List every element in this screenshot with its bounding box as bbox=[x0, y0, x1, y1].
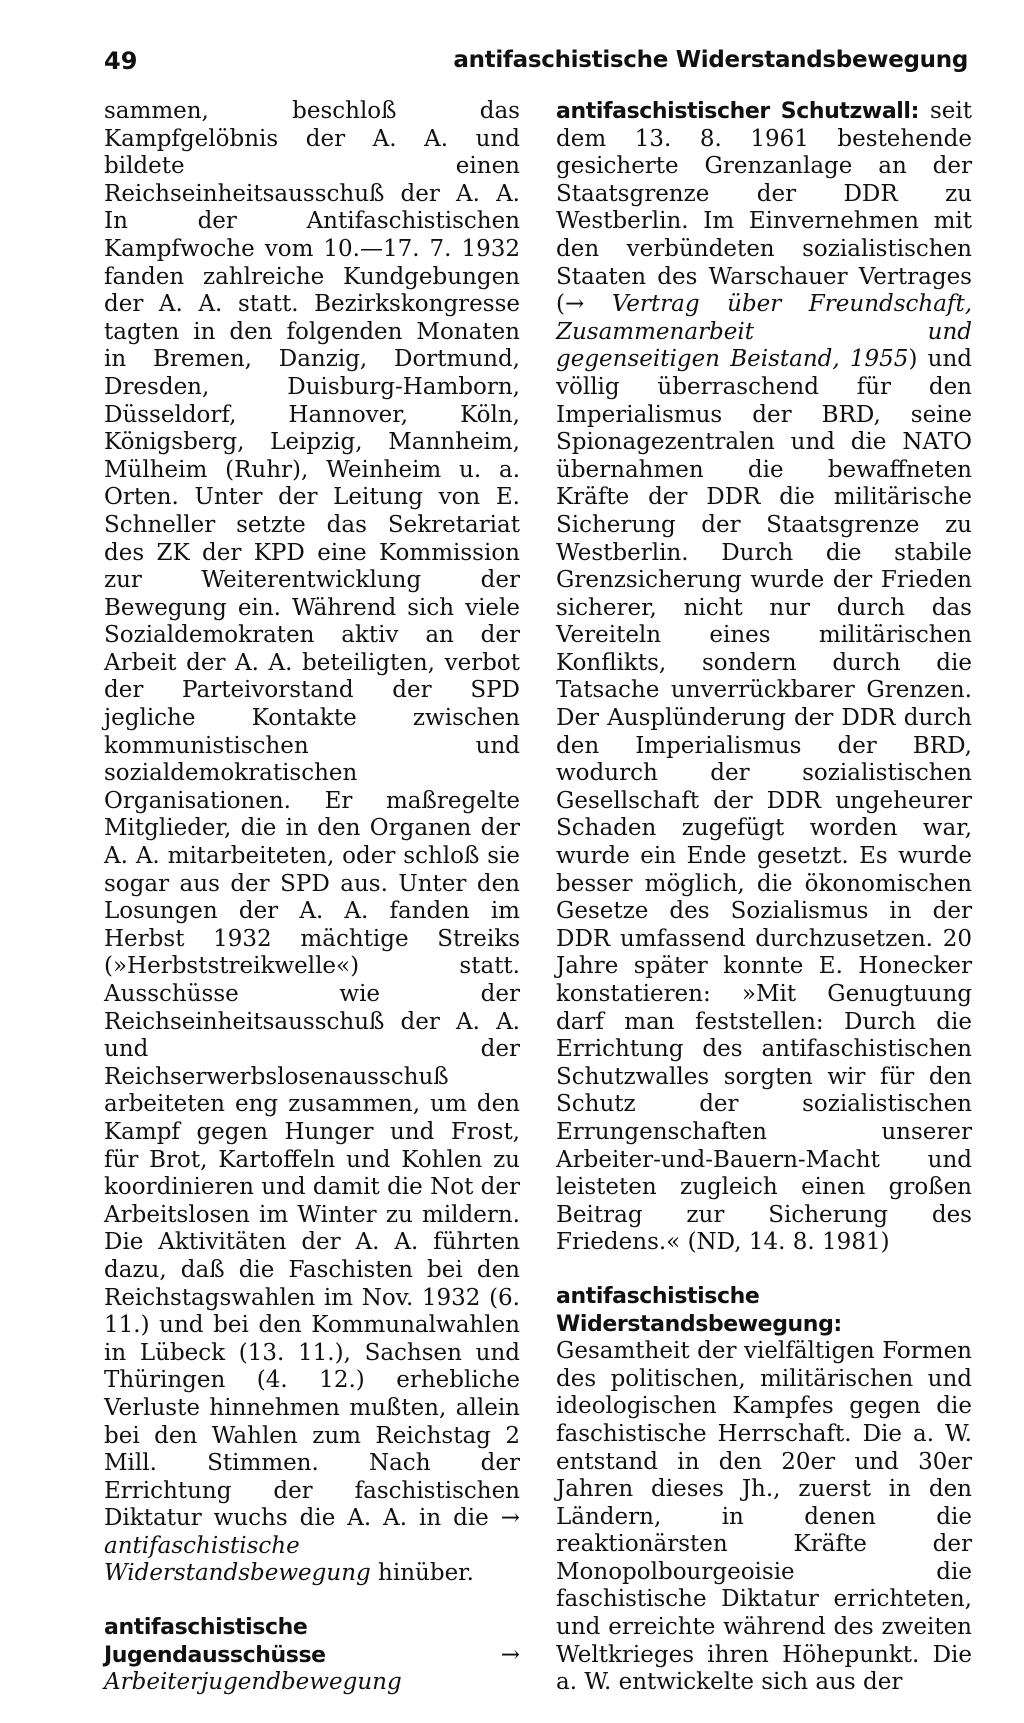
entry-headword: antifaschistischer Schutzwall: bbox=[556, 99, 919, 124]
page-header bbox=[86, 47, 968, 87]
entry-body bbox=[104, 1614, 520, 1697]
cross-reference-arrow: → bbox=[564, 291, 585, 318]
entry-headword: antifaschistische Jugendausschüsse bbox=[104, 1615, 326, 1668]
entry-text: seit dem 13. 8. 1961 bestehende gesicherte Grenzanlage an der Staatsgrenze der DDR zu Westberlin. Im Einvernehmen mit den verbündeten sozialistischen Staaten des Warschauer Vertrages ( bbox=[556, 98, 972, 318]
page-number: 49 bbox=[104, 47, 138, 75]
entry-text: Gesamtheit der vielfältigen Formen des politischen, militärischen und ideologischen Kampfes gegen die faschistische Herrschaft. Die a. W. entstand in den 20er und 30er Jahren dieses Jh., zuerst in den Ländern, in denen die reaktionärsten Kräfte der Monopolbourgeoisie die faschistische Diktatur errichteten, und erreichte während des zweiten Weltkrieges ihren Höhepunkt. Die a. W. entwickelte sich aus der bbox=[556, 1338, 972, 1696]
entry-text-tail: hinüber. bbox=[378, 1560, 474, 1587]
cross-reference: antifaschistische Widerstandsbewegung bbox=[104, 1532, 371, 1587]
entry-body bbox=[104, 98, 520, 1588]
cross-reference-arrow: → bbox=[500, 1641, 520, 1668]
cross-reference: Vertrag über Freundschaft, Zusammenarbeit und gegenseitigen Beistand, 1955 bbox=[556, 291, 973, 373]
entry-headword: antifaschistische Widerstandsbewegung: bbox=[556, 1283, 842, 1337]
running-head: antifaschistische Widerstandsbewegung bbox=[453, 47, 968, 73]
right-column bbox=[556, 98, 972, 1723]
entry-text: sammen, beschloß das Kampfgelöbnis der A. A. und bildete einen Reichseinheitsausschuß der A. A. In der Antifaschistischen Kampfwoche vom 10.—17. 7. 1932 fanden zahlreiche Kundgebungen der A. A. statt. Bezirkskongresse tagten in den folgenden Monaten in Bremen, Danzig, Dortmund, Dresden, Duisburg-Hamborn, Düsseldorf, Hannover, Köln, Königsberg, Leipzig, Mannheim, Mülheim (Ruhr), Weinheim u. a. Orten. Unter der Leitung von E. Schneller setzte das Sekretariat des ZK der KPD eine Kommission zur Weiterentwicklung der Bewegung ein. Während sich viele Sozialdemokraten aktiv an der Arbeit der A. A. beteiligten, verbot der Parteivorstand der SPD jegliche Kontakte zwischen kommunistischen und sozialdemokratischen Organisationen. Er maßregelte Mitglieder, die in den Organen der A. A. mitarbeiteten, oder schloß sie sogar aus der SPD aus. Unter den Losungen der A. A. fanden im Herbst 1932 mächtige Streiks (»Herbststreikwelle«) statt. Ausschüsse wie der Reichseinheitsausschuß der A. A. und der Reichserwerbslosenausschuß arbeiteten eng zusammen, um den Kampf gegen Hunger und Frost, für Brot, Kartoffeln und Kohlen zu koordinieren und damit die Not der Arbeitslosen im Winter zu mildern. Die Aktivitäten der A. A. führten dazu, daß die Faschisten bei den Reichstagswahlen im Nov. 1932 (6. 11.) und bei den Kommunalwahlen in Lübeck (13. 11.), Sachsen und Thüringen (4. 12.) erhebliche Verluste hinnehmen mußten, allein bei den Wahlen zum Reichstag 2 Mill. Stimmen. Nach der Errichtung der faschistischen Diktatur wuchs die A. A. in die bbox=[104, 98, 520, 1532]
entry-text-continued: ) und völlig überraschend für den Imperialismus der BRD, seine Spionagezentralen und die NATO übernahmen die bewaffneten Kräfte der DDR die militärische Sicherung der Staatsgrenze zu Westberlin. Durch die stabile Grenzsicherung wurde der Frieden sicherer, nicht nur durch das Vereiteln eines militärischen Konflikts, sondern durch die Tatsache unverrückbarer Grenzen. Der Ausplünderung der DDR durch den Imperialismus der BRD, wodurch der sozialistischen Gesellschaft der DDR ungeheurer Schaden zugefügt worden war, wurde ein Ende gesetzt. Es wurde besser möglich, die ökonomischen Gesetze des Sozialismus in der DDR umfassend durchzusetzen. 20 Jahre später konnte E. Honecker konstatieren: »Mit Genugtuung darf man feststellen: Durch die Errichtung des antifaschistischen Schutzwalles sorgten wir für den Schutz der sozialistischen Errungenschaften unserer Arbeiter-und-Bauern-Macht und leisteten zugleich einen großen Beitrag zur Sicherung des Friedens.« (ND, 14. 8. 1981) bbox=[556, 346, 972, 1256]
cross-reference-arrow: → bbox=[500, 1505, 521, 1532]
cross-reference: Arbeiterjugendbewegung bbox=[104, 1669, 402, 1696]
entry-jugendausschuesse bbox=[104, 1614, 520, 1697]
left-column bbox=[104, 98, 520, 1723]
entry-continuation bbox=[104, 98, 520, 1588]
entry-body bbox=[556, 98, 972, 1257]
entry-widerstandsbewegung bbox=[556, 1283, 972, 1697]
entry-body bbox=[556, 1283, 972, 1697]
entry-schutzwall bbox=[556, 98, 972, 1257]
